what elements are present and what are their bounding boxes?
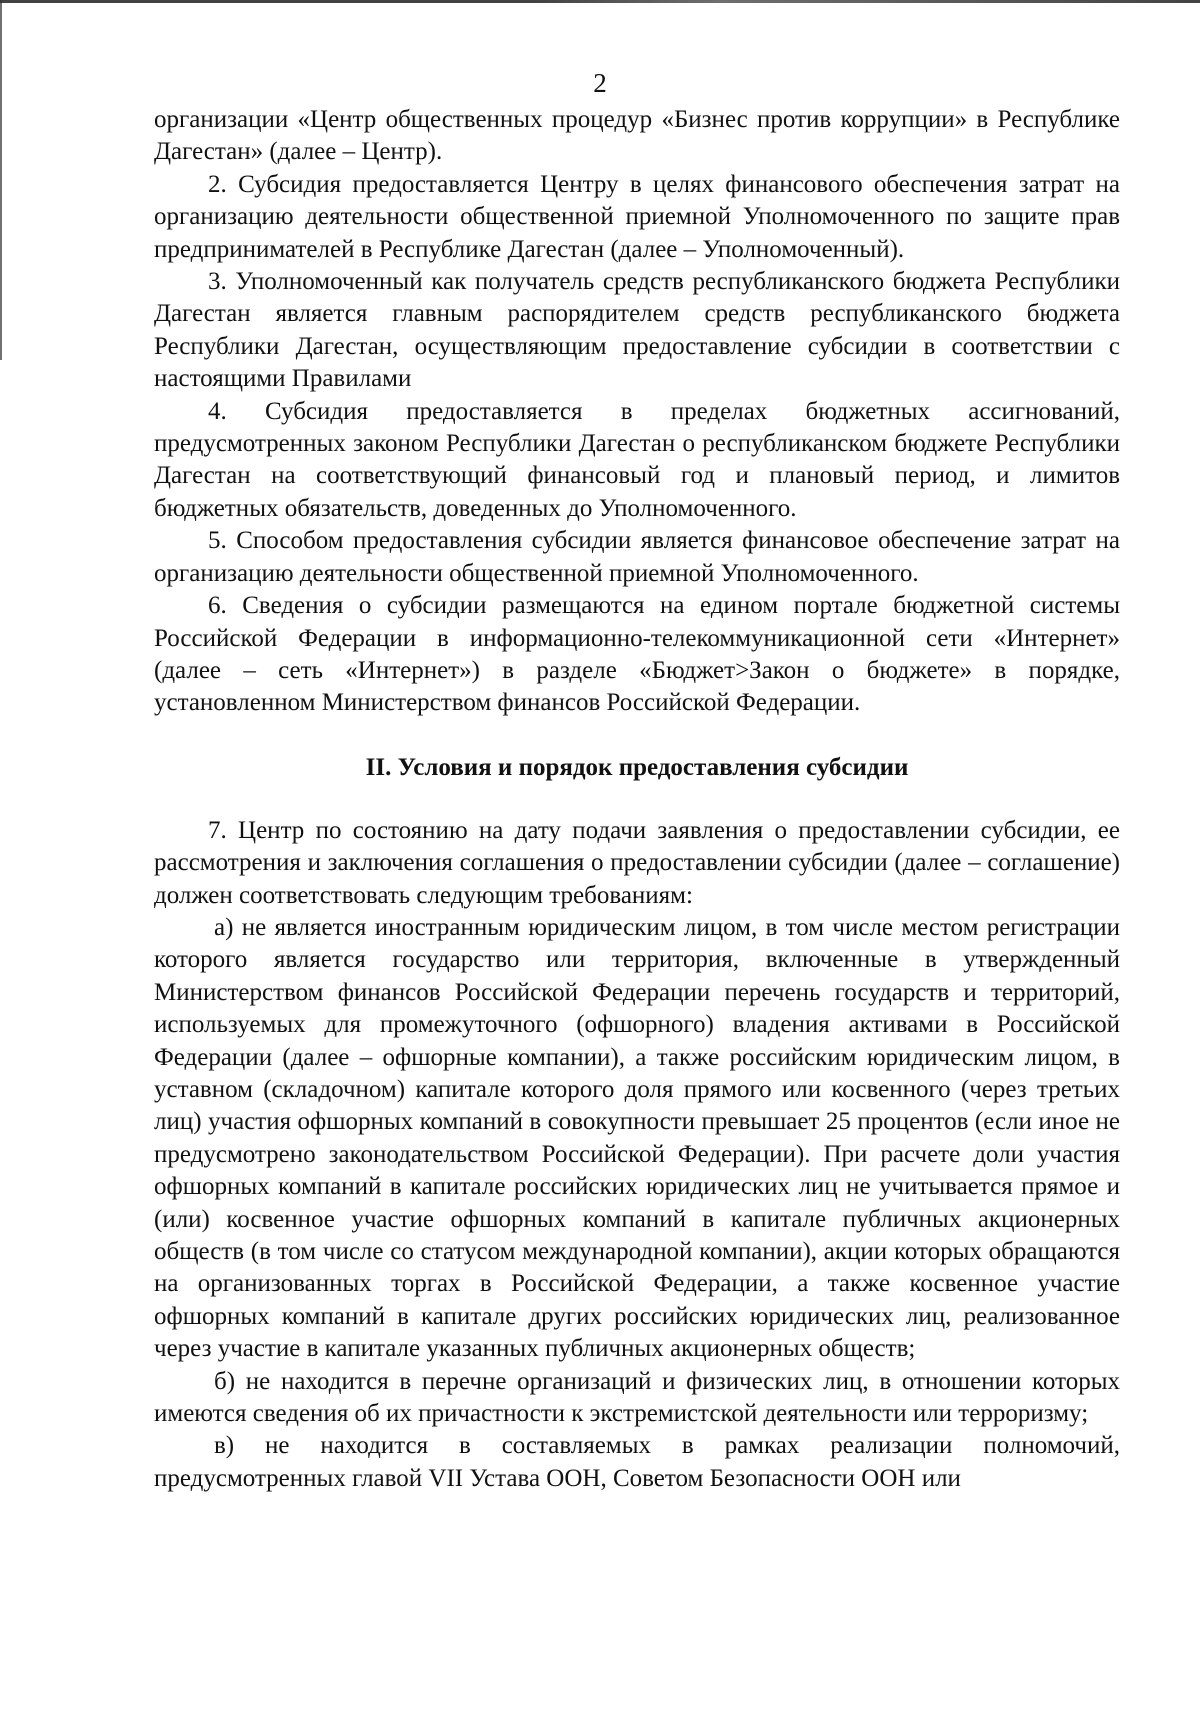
paragraph-2: 2. Субсидия предоставляется Центру в целях финансового обеспечения затрат на организацию деятельности общественной приемной Уполномоченного по защите прав предпринимателей в Республике Дагестан (далее – Уполномоченный). bbox=[154, 170, 1120, 263]
paragraph-4: 4. Субсидия предоставляется в пределах бюджетных ассигнований, предусмотренных законом Республики Дагестан о республиканском бюджете Республики Дагестан на соответствующий финансовый год и плановый период, и лимитов бюджетных обязательств, доведенных до Уполномоченного. bbox=[154, 397, 1120, 522]
subparagraph-b: б) не находится в перечне организаций и физических лиц, в отношении которых имеются сведения об их причастности к экстремистской деятельности или терроризму; bbox=[154, 1367, 1120, 1428]
subparagraph-a: а) не является иностранным юридическим лицом, в том числе местом регистрации которого является государство или территория, включенные в утвержденный Министерством финансов Российской Федерации перечень государств и территорий, используемых для промежуточного (офшорного) владения активами в Российской Федерации (далее – офшорные компании), а также российским юридическим лицом, в уставном (складочном) капитале которого доля прямого или косвенного (через третьих лиц) участия офшорных компаний в совокупности превышает 25 процентов (если иное не предусмотрено законодательством Российской Федерации). При расчете доли участия офшорных компаний в капитале российских юридических лиц не учитывается прямое и (или) косвенное участие офшорных компаний в капитале публичных акционерных обществ (в том числе со статусом международной компании), акции которых обращаются на организованных торгах в Российской Федерации, а также косвенное участие офшорных компаний в капитале других российских юридических лиц, реализованное через участие в капитале указанных публичных акционерных обществ; bbox=[154, 913, 1120, 1363]
page-number: 2 bbox=[593, 68, 607, 98]
paragraph-3: 3. Уполномоченный как получатель средств республиканского бюджета Республики Дагестан является главным распорядителем средств республиканского бюджета Республики Дагестан, осуществляющим предоставление субсидии в соответствии с настоящими Правилами bbox=[154, 268, 1120, 393]
scan-edge-top bbox=[0, 0, 1200, 3]
paragraph-continuation: организации «Центр общественных процедур «Бизнес против коррупции» в Республике Дагестан» (далее – Центр). bbox=[154, 106, 1120, 166]
scan-edge-left bbox=[0, 0, 2, 360]
document-body bbox=[154, 104, 1120, 1495]
paragraph-6: 6. Сведения о субсидии размещаются на едином портале бюджетной системы Российской Федерации в информационно-телекоммуникационной сети «Интернет» (далее – сеть «Интернет») в разделе «Бюджет>Закон о бюджете» в порядке, установленном Министерством финансов Российской Федерации. bbox=[154, 592, 1120, 717]
section-heading: II. Условия и порядок предоставления субсидии bbox=[365, 753, 909, 781]
paragraph-5: 5. Способом предоставления субсидии является финансовое обеспечение затрат на организацию деятельности общественной приемной Уполномоченного. bbox=[154, 527, 1120, 587]
paragraph-7: 7. Центр по состоянию на дату подачи заявления о предоставлении субсидии, ее рассмотрения и заключения соглашения о предоставлении субсидии (далее – соглашение) должен соответствовать следующим требованиям: bbox=[154, 816, 1120, 909]
subparagraph-v: в) не находится в составляемых в рамках реализации полномочий, предусмотренных главой VII Устава ООН, Советом Безопасности ООН или bbox=[154, 1432, 1120, 1492]
